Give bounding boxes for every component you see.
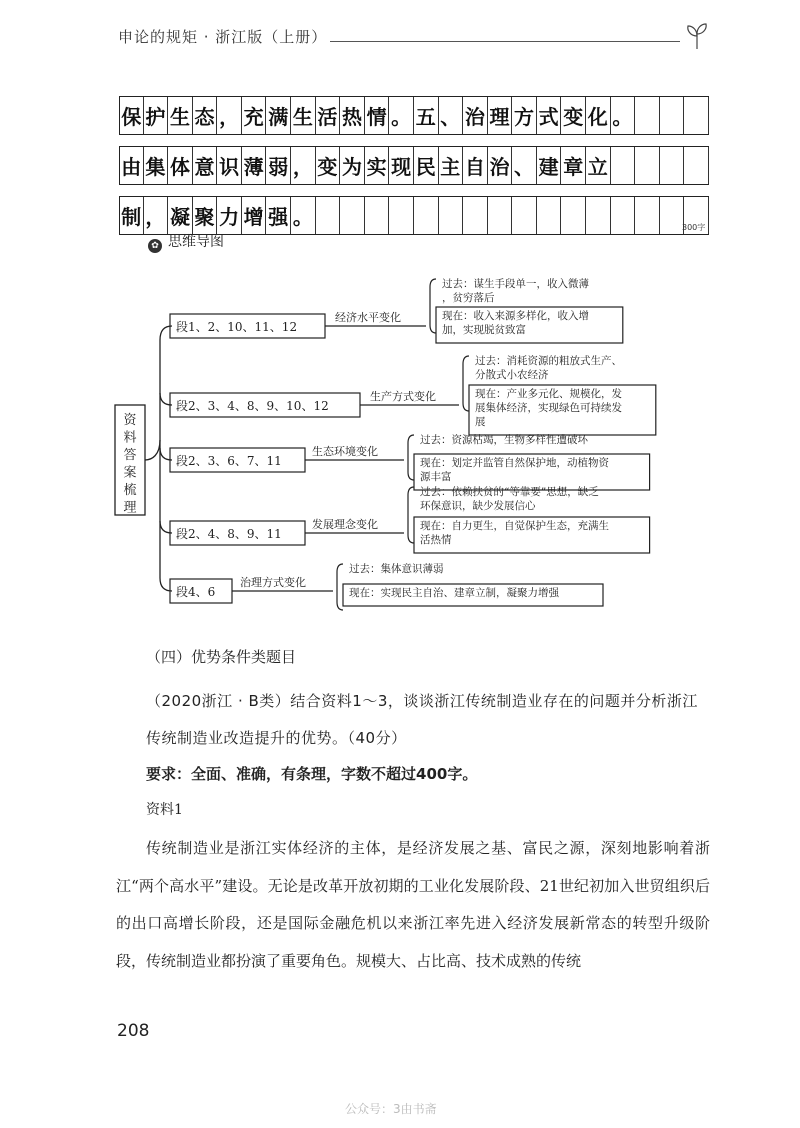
- grid-cell: 薄: [242, 147, 267, 184]
- grid-cell: 情: [365, 97, 390, 134]
- mind-map-past-text: 过去：集体意识薄弱: [349, 563, 444, 575]
- grid-row: [119, 96, 709, 135]
- grid-cell: 生: [168, 97, 193, 134]
- grid-cell: 满: [266, 97, 291, 134]
- grid-cell: 由: [119, 147, 144, 184]
- question-requirement: 要求：全面、准确，有条理，字数不超过400字。: [146, 765, 478, 783]
- mind-map-branch-label: 段4、6: [176, 585, 216, 599]
- mind-map-now-text: 现在：实现民主自治、建章立制，凝聚力增强: [349, 587, 559, 599]
- mind-map-root-char: 答: [123, 448, 137, 463]
- mind-map-past-text: ，贫穷落后: [442, 292, 495, 304]
- mind-map-connector: [160, 448, 172, 460]
- word-count-label: 300字: [682, 223, 706, 232]
- mind-map-past-text: 环保意识，缺少发展信心: [420, 500, 536, 512]
- mind-map-connector: [145, 326, 172, 460]
- mind-map-title: 思维导图: [168, 234, 224, 250]
- grid-cell: [537, 197, 562, 234]
- grid-cell: [660, 97, 685, 134]
- grid-row: [119, 196, 709, 235]
- mind-map-bracket: [408, 487, 414, 543]
- mind-map-past-text: 过去：资源枯竭，生物多样性遭破坏: [420, 434, 588, 446]
- mind-map-now-text: 展: [475, 416, 486, 428]
- grid-cell: 护: [144, 97, 169, 134]
- watermark: 公众号：3由书斋: [345, 1102, 437, 1116]
- mind-map-heading: [148, 231, 224, 253]
- grid-cell: ，: [144, 197, 169, 234]
- grid-cell: 理: [488, 97, 513, 134]
- grid-row: [119, 146, 709, 185]
- grid-cell: [365, 197, 390, 234]
- grid-cell: 弱: [266, 147, 291, 184]
- grid-cell: 变: [316, 147, 341, 184]
- grid-cell: [512, 197, 537, 234]
- mind-map-connector: [160, 393, 172, 405]
- mind-map-now-text: 源丰富: [420, 471, 452, 483]
- grid-cell: 。: [291, 197, 316, 234]
- brain-icon: ✿: [148, 239, 162, 253]
- grid-cell: ，: [291, 147, 316, 184]
- grid-cell: 方: [512, 97, 537, 134]
- mind-map-now-text: 加，实现脱贫致富: [442, 324, 526, 336]
- grid-cell: [635, 147, 660, 184]
- mind-map-bracket: [463, 356, 469, 411]
- grid-cell: 实: [365, 147, 390, 184]
- grid-cell: [660, 197, 685, 234]
- mind-map-branch-box: [170, 314, 325, 338]
- mind-map-past-text: 过去：依赖扶贫的“等靠要”思想，缺乏: [420, 486, 599, 498]
- grid-cell: 变: [561, 97, 586, 134]
- grid-cell: 现: [389, 147, 414, 184]
- mind-map-now-text: 现在：自力更生，自觉保护生态，充满生: [420, 520, 609, 532]
- grid-cell: 生: [291, 97, 316, 134]
- mind-map-now-box: [414, 454, 650, 490]
- grid-cell: 建: [537, 147, 562, 184]
- mind-map-past-text: 分散式小农经济: [475, 369, 549, 381]
- grid-cell: 自: [463, 147, 488, 184]
- mind-map-category: 治理方式变化: [240, 576, 306, 589]
- mind-map-now-text: 现在：收入来源多样化，收入增: [442, 310, 589, 322]
- grid-cell: 充: [242, 97, 267, 134]
- grid-cell: 化: [586, 97, 611, 134]
- mind-map-category: 经济水平变化: [335, 311, 401, 324]
- grid-cell: [439, 197, 464, 234]
- material-paragraph: 传统制造业是浙江实体经济的主体，是经济发展之基、富民之源，深刻地影响着浙江“两个高水平”建设。无论是改革开放初期的工业化发展阶段、21世纪初加入世贸组织后的出口高增长阶段，还是国际金融危机以来浙江率先进入经济发展新常态的转型升级阶段，传统制造业都扮演了重要角色。规模大、占比高、技术成熟的传统: [116, 839, 710, 970]
- grid-cell: 保: [119, 97, 144, 134]
- grid-cell: 集: [144, 147, 169, 184]
- running-header-title: 申论的规矩 · 浙江版（上册）: [118, 28, 328, 46]
- grid-cell: [340, 197, 365, 234]
- grid-cell: 、: [439, 97, 464, 134]
- mind-map-category: 发展理念变化: [312, 518, 378, 531]
- mind-map-now-text: 活热情: [420, 534, 452, 546]
- grid-cell: 热: [340, 97, 365, 134]
- question-prompt: （2020浙江 · B类）结合资料1～3，谈谈浙江传统制造业存在的问题并分析浙江传统制造业改造提升的优势。（40分）: [146, 692, 698, 747]
- mind-map-root-char: 料: [123, 430, 137, 446]
- grid-cell: 态: [193, 97, 218, 134]
- mind-map-now-box: [414, 517, 650, 553]
- grid-cell: 制: [119, 197, 144, 234]
- mind-map-root-char: 资: [123, 413, 137, 428]
- mind-map-now-box: [436, 307, 623, 343]
- grid-cell: [684, 147, 709, 184]
- mind-map-bracket: [430, 279, 436, 333]
- grid-cell: 立: [586, 147, 611, 184]
- grid-cell: [586, 197, 611, 234]
- grid-cell: 。: [389, 97, 414, 134]
- mind-map-now-text: 现在：产业多元化、规模化，发: [475, 388, 622, 400]
- mind-map-category: 生态环境变化: [312, 445, 378, 458]
- section-heading: （四）优势条件类题目: [146, 648, 297, 666]
- grid-cell: [316, 197, 341, 234]
- mind-map-now-box: [343, 584, 603, 606]
- mind-map-bracket: [337, 564, 343, 610]
- grid-cell: [488, 197, 513, 234]
- mind-map-past-text: 过去：谋生手段单一，收入微薄: [442, 278, 589, 290]
- grid-cell: [635, 97, 660, 134]
- mind-map-branch-box: [170, 448, 305, 472]
- mind-map-past-text: 过去：消耗资源的粗放式生产、: [475, 355, 622, 367]
- mind-map-branch-box: [170, 393, 360, 417]
- header-rule: [330, 41, 680, 42]
- grid-cell: [611, 197, 636, 234]
- mind-map-now-text: 展集体经济，实现绿色可持续发: [475, 402, 622, 414]
- grid-cell: 主: [439, 147, 464, 184]
- grid-cell: 、: [512, 147, 537, 184]
- grid-cell: 民: [414, 147, 439, 184]
- mind-map-now-text: 现在：划定并监管自然保护地，动植物资: [420, 457, 609, 469]
- mind-map-root-box: [115, 405, 145, 515]
- grid-cell: [611, 147, 636, 184]
- mind-map-branch-label: 段1、2、10、11、12: [176, 320, 298, 334]
- grid-cell: 识: [217, 147, 242, 184]
- grid-cell: [635, 197, 660, 234]
- grid-cell: 聚: [193, 197, 218, 234]
- grid-cell: [561, 197, 586, 234]
- mind-map-root-char: 案: [123, 465, 137, 481]
- grid-cell: 五: [414, 97, 439, 134]
- mind-map-bracket: [408, 435, 414, 480]
- grid-cell: 为: [340, 147, 365, 184]
- mind-map-root-char: 梳: [123, 483, 137, 498]
- mind-map-root-char: 理: [123, 500, 137, 516]
- grid-cell: 治: [488, 147, 513, 184]
- grid-cell: 。: [611, 97, 636, 134]
- grid-cell: 式: [537, 97, 562, 134]
- mind-map-branch-box: [170, 579, 232, 603]
- grid-cell: 章: [561, 147, 586, 184]
- mind-map-branch-label: 段2、3、4、8、9、10、12: [176, 399, 329, 413]
- grid-cell: [389, 197, 414, 234]
- mind-map-connector: [160, 440, 172, 591]
- page-number: 208: [117, 1021, 150, 1041]
- mind-map-connector: [160, 521, 172, 533]
- grid-cell: 活: [316, 97, 341, 134]
- grid-cell: 意: [193, 147, 218, 184]
- grid-cell: 增: [242, 197, 267, 234]
- mind-map-branch-box: [170, 521, 305, 545]
- sprout-icon: [684, 22, 710, 50]
- answer-grid: [119, 96, 709, 246]
- grid-cell: ，: [217, 97, 242, 134]
- mind-map-category: 生产方式变化: [370, 390, 436, 403]
- material-label: 资料1: [146, 802, 183, 818]
- mind-map-branch-label: 段2、3、6、7、11: [176, 454, 282, 468]
- mind-map-now-box: [469, 385, 656, 435]
- grid-cell: [684, 97, 709, 134]
- grid-cell: [463, 197, 488, 234]
- grid-cell: 强: [266, 197, 291, 234]
- grid-cell: 治: [463, 97, 488, 134]
- grid-cell: [414, 197, 439, 234]
- grid-cell: [660, 147, 685, 184]
- grid-cell: 体: [168, 147, 193, 184]
- grid-cell: 力: [217, 197, 242, 234]
- grid-cell: 凝: [168, 197, 193, 234]
- mind-map-branch-label: 段2、4、8、9、11: [176, 527, 282, 541]
